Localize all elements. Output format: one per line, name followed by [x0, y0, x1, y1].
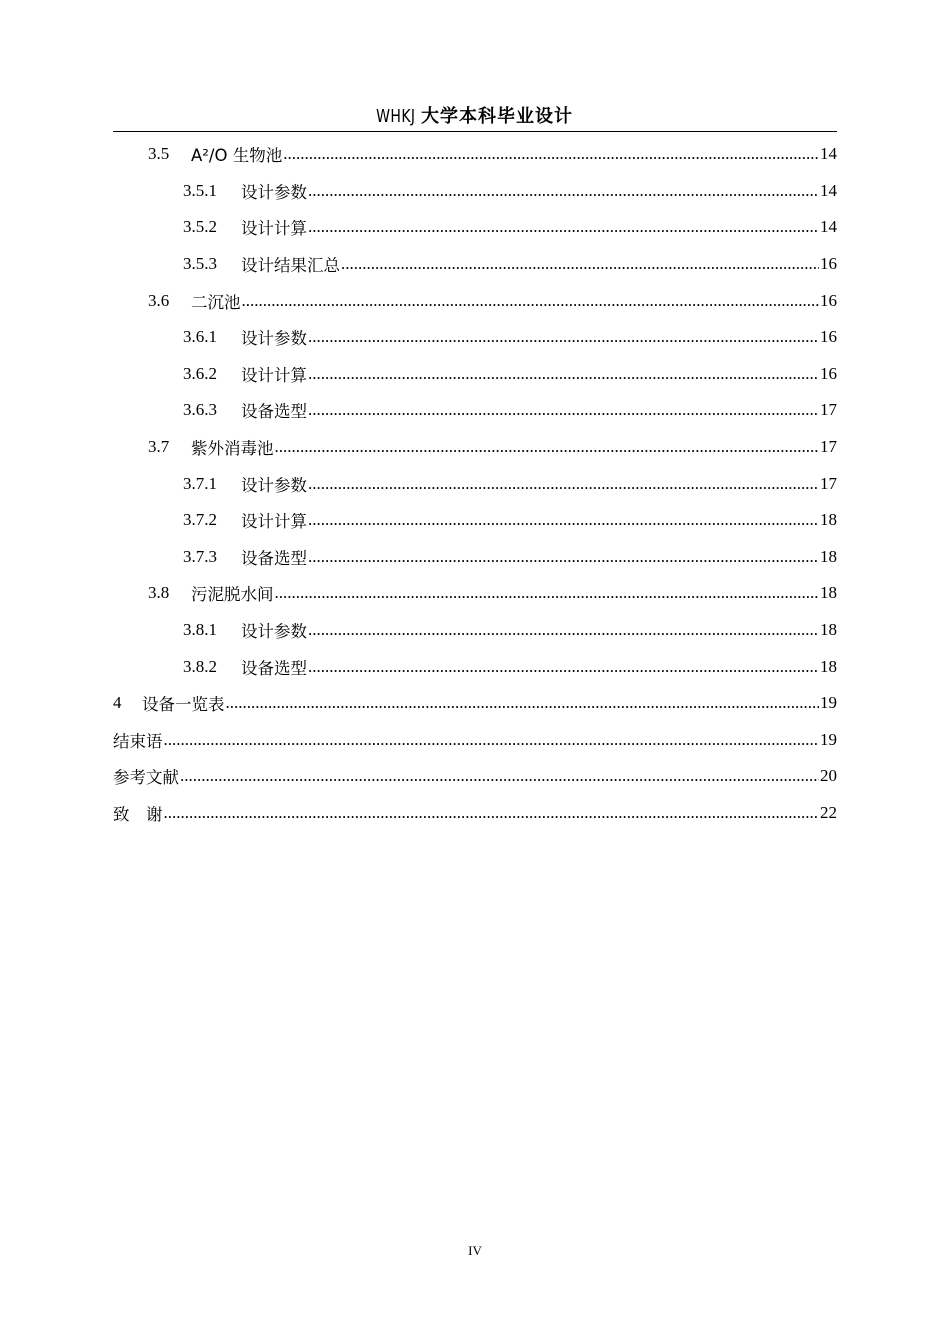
toc-entry-page: 14 [820, 217, 837, 237]
toc-entry[interactable] [113, 209, 837, 246]
toc-entry-number: 3.6 [148, 290, 170, 310]
toc-entry-page: 14 [820, 180, 837, 200]
page-number: IV [468, 1243, 482, 1258]
toc-entry[interactable] [113, 758, 837, 795]
toc-entry-number: 3.6.2 [183, 363, 217, 383]
toc-dot-leader [283, 144, 819, 164]
toc-entry-number: 3.6.3 [183, 400, 217, 420]
toc-entry-number: 3.7 [148, 437, 170, 457]
toc-entry[interactable] [113, 502, 837, 539]
toc-entry-number: 3.7.2 [183, 510, 217, 530]
toc-entry-title: 设计计算 [241, 365, 307, 385]
toc-entry[interactable] [113, 319, 837, 356]
toc-dot-leader [308, 217, 819, 237]
toc-entry-number: 3.7.1 [183, 473, 217, 493]
toc-entry-title: 污泥脱水间 [191, 585, 274, 605]
toc-entry[interactable] [113, 356, 837, 393]
toc-dot-leader [308, 510, 819, 530]
toc-entry-title: 设备选型 [241, 402, 307, 422]
toc-dot-leader [308, 327, 819, 347]
toc-entry-page: 16 [820, 363, 837, 383]
toc-entry-title: 设计参数 [241, 329, 307, 349]
toc-entry-title: 二沉池 [191, 292, 241, 312]
toc-entry-number: 3.8.1 [183, 620, 217, 640]
toc-dot-leader [341, 254, 819, 274]
toc-entry[interactable] [113, 575, 837, 612]
toc-dot-leader [226, 693, 820, 713]
toc-entry-page: 18 [820, 620, 837, 640]
toc-entry-number: 3.5.1 [183, 180, 217, 200]
toc-entry[interactable] [113, 795, 837, 832]
toc-entry-page: 20 [820, 766, 837, 786]
toc-entry-number: 3.5.2 [183, 217, 217, 237]
toc-entry-page: 16 [820, 254, 837, 274]
page-header [113, 102, 837, 132]
table-of-contents [113, 136, 837, 831]
toc-dot-leader [308, 474, 819, 494]
toc-entry[interactable] [113, 392, 837, 429]
toc-dot-leader [164, 803, 820, 823]
toc-entry-page: 16 [820, 327, 837, 347]
toc-dot-leader [308, 181, 819, 201]
toc-entry-title: 致 谢 [113, 804, 163, 824]
toc-dot-leader [308, 364, 819, 384]
toc-entry-title: 参考文献 [113, 768, 179, 788]
header-title-latin: WHKJ [376, 106, 416, 127]
toc-entry-title: 设备一览表 [142, 695, 225, 715]
toc-entry[interactable] [113, 612, 837, 649]
toc-entry-title: 设计结果汇总 [241, 256, 340, 276]
toc-entry[interactable] [113, 722, 837, 759]
toc-entry[interactable] [113, 539, 837, 576]
toc-entry-number: 3.5 [148, 144, 170, 164]
toc-entry-title: 设计参数 [241, 475, 307, 495]
toc-entry[interactable] [113, 136, 837, 173]
toc-entry[interactable] [113, 246, 837, 283]
header-title-cjk: 大学本科毕业设计 [420, 106, 573, 127]
toc-entry-page: 16 [820, 290, 837, 310]
toc-entry-page: 17 [820, 437, 837, 457]
toc-dot-leader [308, 657, 819, 677]
toc-entry-number: 3.5.3 [183, 254, 217, 274]
toc-dot-leader [275, 583, 820, 603]
toc-entry-title: A²/O 生物池 [191, 146, 283, 166]
toc-entry[interactable] [113, 429, 837, 466]
toc-entry-number: 3.8 [148, 583, 170, 603]
toc-entry-page: 19 [820, 693, 837, 713]
toc-entry-page: 18 [820, 546, 837, 566]
toc-dot-leader [242, 291, 820, 311]
toc-entry[interactable] [113, 173, 837, 210]
toc-entry-number: 3.7.3 [183, 546, 217, 566]
toc-entry[interactable] [113, 282, 837, 319]
toc-entry-title: 结束语 [113, 731, 163, 751]
toc-entry-number: 3.8.2 [183, 656, 217, 676]
toc-entry-page: 18 [820, 510, 837, 530]
toc-entry-title: 设计参数 [241, 182, 307, 202]
toc-entry-title: 设备选型 [241, 548, 307, 568]
toc-entry-page: 17 [820, 400, 837, 420]
toc-entry-number: 4 [113, 693, 122, 713]
toc-entry[interactable] [113, 465, 837, 502]
toc-entry-page: 14 [820, 144, 837, 164]
toc-entry-page: 22 [820, 802, 837, 822]
toc-entry-title: 紫外消毒池 [191, 439, 274, 459]
toc-dot-leader [308, 620, 819, 640]
toc-entry-title: 设计计算 [241, 219, 307, 239]
toc-entry[interactable] [113, 648, 837, 685]
toc-entry-title: 设计参数 [241, 622, 307, 642]
toc-entry-page: 18 [820, 583, 837, 603]
toc-dot-leader [275, 437, 820, 457]
toc-entry-page: 18 [820, 656, 837, 676]
toc-entry-page: 19 [820, 729, 837, 749]
toc-dot-leader [308, 547, 819, 567]
toc-entry-page: 17 [820, 473, 837, 493]
toc-entry-number: 3.6.1 [183, 327, 217, 347]
toc-dot-leader [308, 400, 819, 420]
toc-dot-leader [164, 730, 820, 750]
toc-dot-leader [180, 766, 819, 786]
toc-entry-title: 设备选型 [241, 658, 307, 678]
toc-entry-title: 设计计算 [241, 512, 307, 532]
header-title [377, 102, 573, 131]
toc-entry[interactable] [113, 685, 837, 722]
